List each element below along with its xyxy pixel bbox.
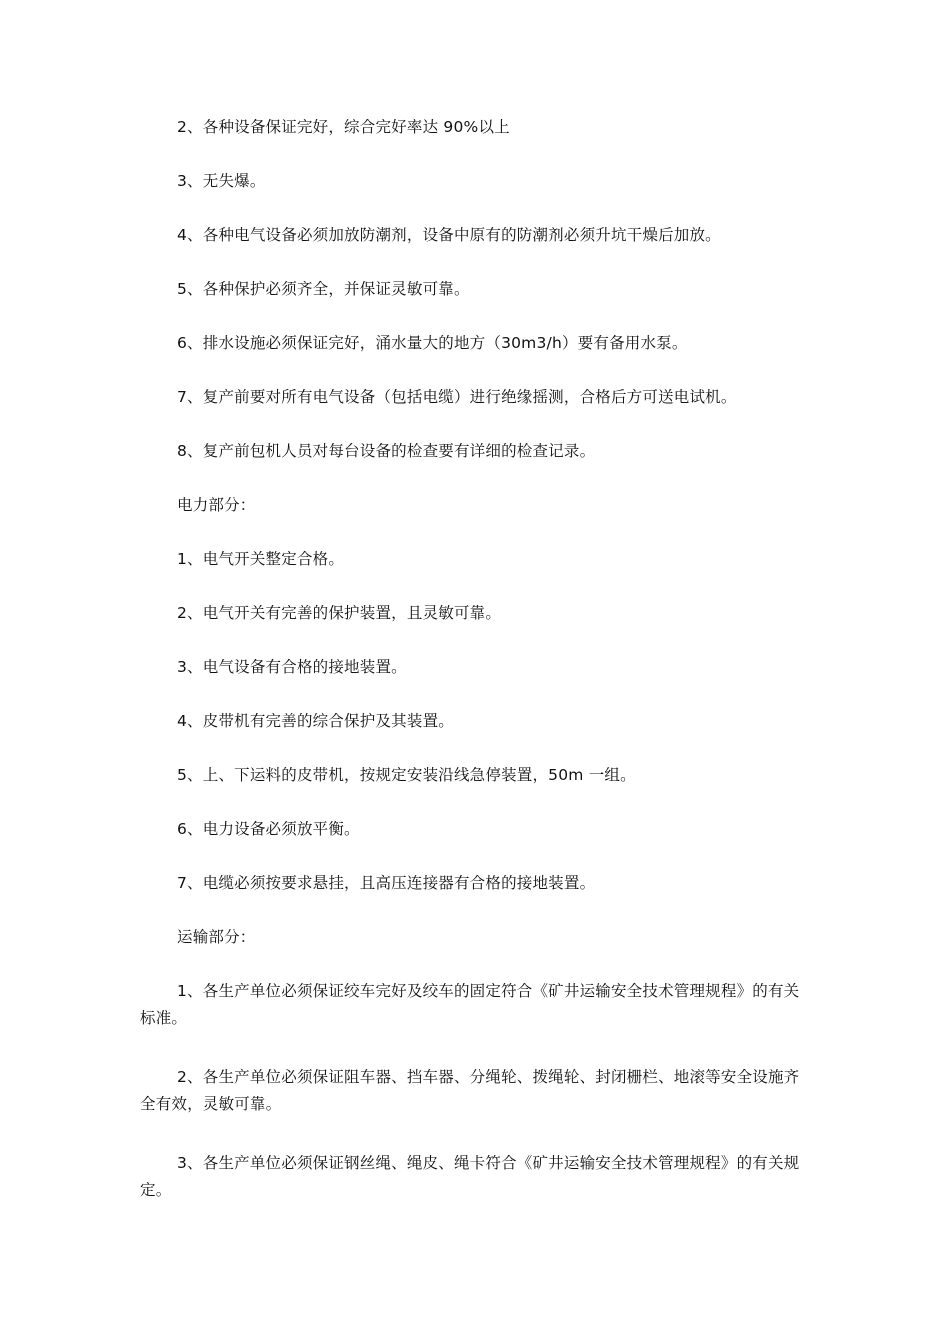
paragraph-item-5: 5、各种保护必须齐全，并保证灵敏可靠。 [177,280,470,298]
paragraph-item-3: 3、无失爆。 [177,172,266,190]
power-item-6: 6、电力设备必须放平衡。 [177,820,360,838]
power-item-7: 7、电缆必须按要求悬挂，且高压连接器有合格的接地装置。 [177,874,596,892]
power-item-1: 1、电气开关整定合格。 [177,550,345,568]
paragraph-item-6: 6、排水设施必须保证完好，涌水量大的地方（30m3/h）要有备用水泵。 [177,334,688,352]
transport-item-1: 1、各生产单位必须保证绞车完好及绞车的固定符合《矿井运输安全技术管理规程》的有关标准。 [140,982,800,1027]
transport-item-2: 2、各生产单位必须保证阻车器、挡车器、分绳轮、拨绳轮、封闭栅栏、地滚等安全设施齐全有效，灵敏可靠。 [140,1068,800,1113]
paragraph-item-4: 4、各种电气设备必须加放防潮剂，设备中原有的防潮剂必须升坑干燥后加放。 [177,226,721,244]
paragraph-item-2: 2、各种设备保证完好，综合完好率达 90%以上 [177,118,510,136]
power-item-2: 2、电气开关有完善的保护装置，且灵敏可靠。 [177,604,502,622]
section-heading-transport: 运输部分： [177,928,256,946]
transport-item-3: 3、各生产单位必须保证钢丝绳、绳皮、绳卡符合《矿井运输安全技术管理规程》的有关规定。 [140,1154,800,1199]
power-item-5: 5、上、下运料的皮带机，按规定安装沿线急停装置，50m 一组。 [177,766,636,784]
section-heading-power: 电力部分： [177,496,256,514]
power-item-3: 3、电气设备有合格的接地装置。 [177,658,407,676]
paragraph-item-8: 8、复产前包机人员对每台设备的检查要有详细的检查记录。 [177,442,596,460]
power-item-4: 4、皮带机有完善的综合保护及其装置。 [177,712,454,730]
paragraph-item-7: 7、复产前要对所有电气设备（包括电缆）进行绝缘摇测，合格后方可送电试机。 [177,388,737,406]
